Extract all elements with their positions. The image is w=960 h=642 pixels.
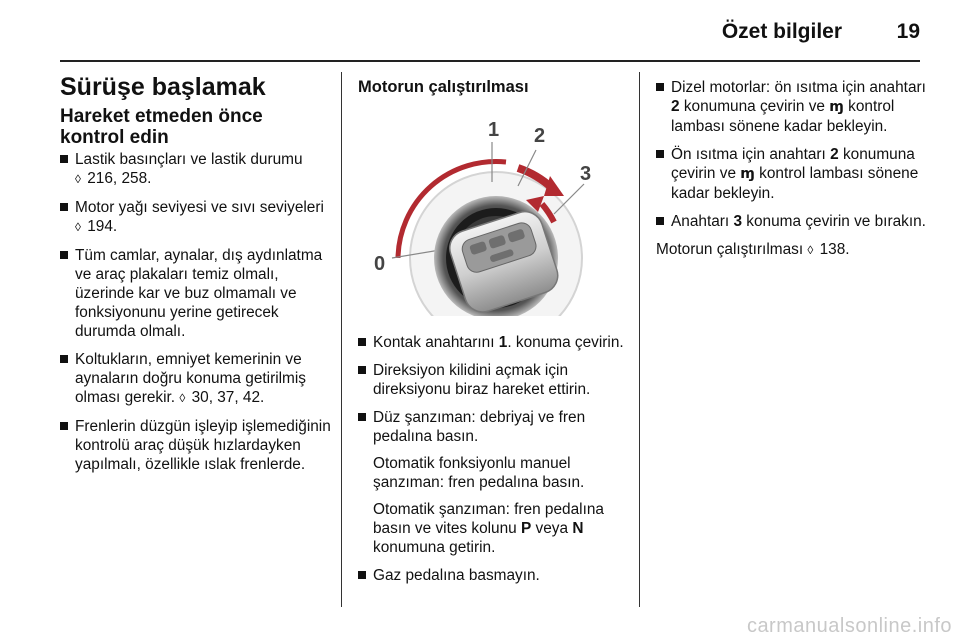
bullet-square-icon <box>656 150 664 158</box>
list-item <box>358 333 626 352</box>
item-text: Motor yağı seviyesi ve sıvı seviyeleri <box>75 199 324 216</box>
gear-letter: N <box>572 520 584 537</box>
item-text: Düz şanzıman: debriyaj ve fren pedalına basın. <box>373 409 586 445</box>
bullet-square-icon <box>60 203 68 211</box>
column-divider-2 <box>639 72 640 607</box>
page-ref[interactable]: 216, 258. <box>87 170 152 187</box>
item-text: Frenlerin düzgün işleyip işlemediğinin kontrolü araç düşük hızlardayken yapılmalı, özellikle ıslak frenlerde. <box>75 418 331 473</box>
list-item <box>60 198 332 237</box>
page-ref[interactable]: 30, 37, 42. <box>191 389 265 406</box>
page-ref-icon: ◊ <box>75 172 81 186</box>
item-text: veya <box>531 520 573 537</box>
list-item <box>656 78 926 136</box>
page-ref-icon: ◊ <box>807 243 814 257</box>
item-text: kontrol lambası sönene kadar bekleyin. <box>671 165 919 202</box>
column-divider-1 <box>341 72 342 607</box>
position-number: 1 <box>498 334 508 351</box>
bullet-square-icon <box>358 366 366 374</box>
item-text: Ön ısıtma için anahtarı <box>671 146 831 163</box>
position-label-3: 3 <box>580 163 592 185</box>
subsection-title: Hareket etmeden önce kontrol edin <box>60 106 263 148</box>
list-item <box>60 350 332 408</box>
list-item <box>656 145 926 203</box>
item-text: Anahtarı <box>671 213 734 230</box>
column-1 <box>60 72 332 483</box>
list-item <box>60 246 332 341</box>
list-item <box>358 566 626 585</box>
position-number: 2 <box>671 98 680 115</box>
item-text: Koltukların, emniyet kemerinin ve aynaların doğru konuma getirilmiş olması gerekir. <box>75 351 306 406</box>
cross-reference <box>656 240 926 260</box>
item-text: Gaz pedalına basmayın. <box>373 567 540 584</box>
bullet-square-icon <box>358 413 366 421</box>
column-3 <box>656 72 926 260</box>
item-text: Tüm camlar, aynalar, dış aydınlatma ve araç plakaları temiz olmalı, üzerinde kar ve buz olmamalı ve fonksiyonunu yerine getirecek durumda olmalı. <box>75 247 323 340</box>
item-text: konumuna getirin. <box>373 539 496 556</box>
item-text: Lastik basınçları ve lastik durumu <box>75 151 303 168</box>
section-title: Sürüşe başlamak <box>60 73 266 101</box>
bullet-square-icon <box>656 83 664 91</box>
bullet-square-icon <box>60 251 68 259</box>
page-ref[interactable]: 138. <box>819 241 850 258</box>
item-text: Kontak anahtarını <box>373 334 499 351</box>
item-text: konumuna çevirin ve <box>679 98 830 115</box>
bullet-square-icon <box>60 422 68 430</box>
engine-start-heading: Motorun çalıştırılması <box>358 78 529 96</box>
page-ref-icon: ◊ <box>179 391 186 405</box>
engine-start-steps <box>358 333 626 585</box>
position-label-2: 2 <box>534 125 546 147</box>
list-item <box>358 408 626 557</box>
bullet-square-icon <box>656 217 664 225</box>
sub-paragraph: Otomatik fonksiyonlu manuel şanzıman: fren pedalına basın. <box>373 455 585 491</box>
header-rule <box>60 60 920 62</box>
item-text: . konuma çevirin. <box>507 334 624 351</box>
preheat-steps <box>656 78 926 231</box>
ignition-key-illustration <box>358 110 620 316</box>
watermark: carmanualsonline.info <box>746 615 952 637</box>
checklist <box>60 150 332 474</box>
bullet-square-icon <box>60 155 68 163</box>
bullet-square-icon <box>358 338 366 346</box>
glow-plug-icon: ɱ <box>829 99 844 115</box>
sub-paragraph <box>373 500 626 557</box>
item-text: Direksiyon kilidini açmak için direksiyonu biraz hareket ettirin. <box>373 362 591 398</box>
list-item <box>358 361 626 399</box>
column-2 <box>358 72 626 594</box>
list-item <box>60 150 332 189</box>
item-text: kontrol lambası sönene kadar bekleyin. <box>671 98 895 135</box>
item-text: konuma çevirin ve bırakın. <box>742 213 926 230</box>
bullet-square-icon <box>358 571 366 579</box>
list-item <box>656 212 926 231</box>
page-ref-icon: ◊ <box>75 220 81 234</box>
item-text: Otomatik şanzıman: fren pedalına basın ve vites kolunu <box>373 501 604 537</box>
item-text: Motorun çalıştırılması <box>656 241 804 258</box>
item-text: konumuna çevirin ve <box>671 146 915 182</box>
header-title: Özet bilgiler <box>721 20 842 43</box>
bullet-square-icon <box>60 355 68 363</box>
position-label-1: 1 <box>488 119 500 141</box>
glow-plug-icon: ɱ <box>740 166 755 182</box>
item-text: Dizel motorlar: ön ısıtma için anahtarı <box>671 79 926 96</box>
page-number: 19 <box>896 20 920 43</box>
position-number: 2 <box>830 146 839 163</box>
position-number: 3 <box>733 213 743 230</box>
position-label-0: 0 <box>374 253 386 275</box>
gear-letter: P <box>521 520 532 537</box>
page-ref[interactable]: 194. <box>87 218 118 235</box>
list-item <box>60 417 332 474</box>
